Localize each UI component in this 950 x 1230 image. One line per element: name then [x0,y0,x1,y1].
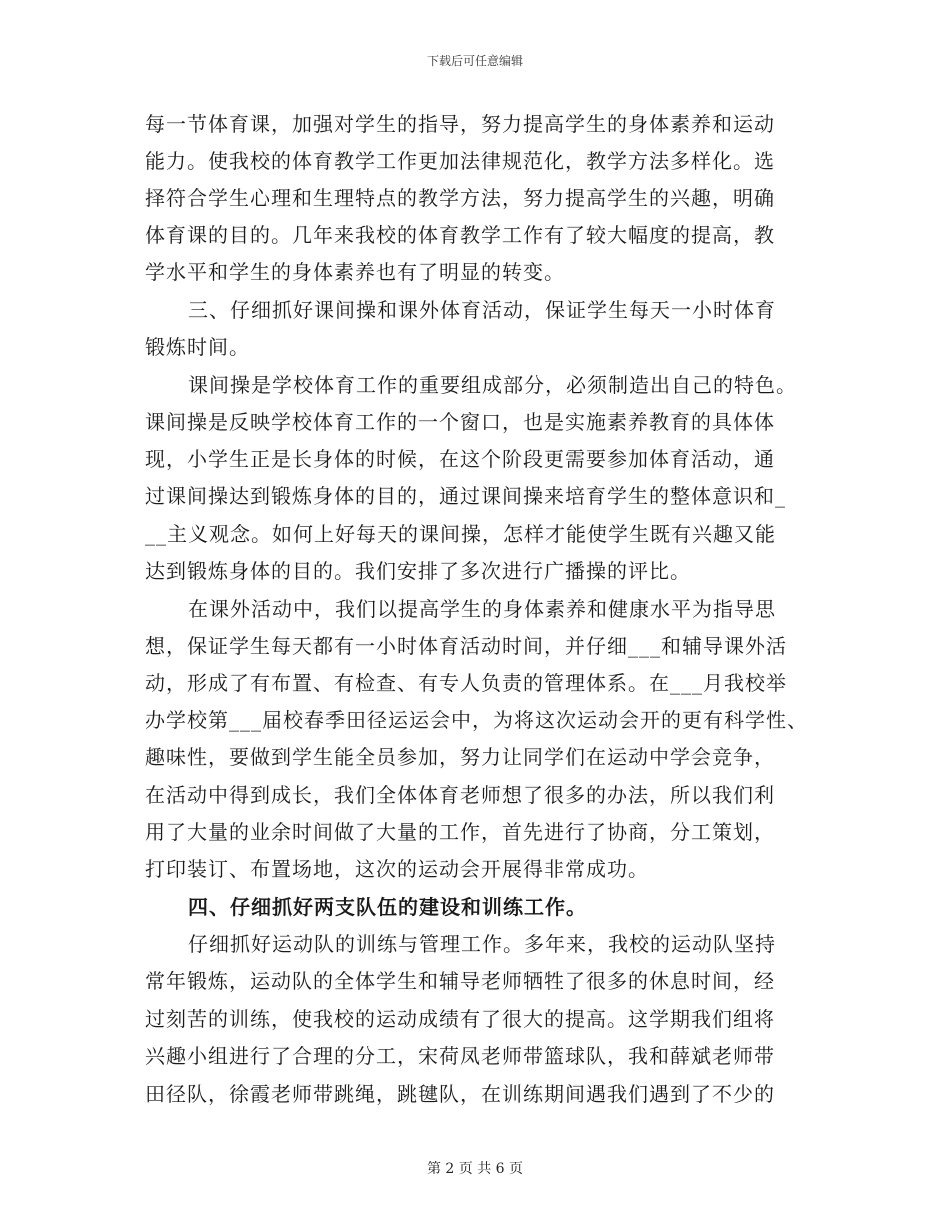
body-line: 现，小学生正是长身体的时候，在这个阶段更需要参加体育活动，通 [145,447,775,471]
body-line: 择符合学生心理和生理特点的教学方法，努力提高学生的兴趣，明确 [145,186,775,210]
body-line: 锻炼时间。 [145,335,250,359]
body-line: 过课间操达到锻炼身体的目的，通过课间操来培育学生的整体意识和_ [145,484,786,508]
body-line: 过刻苦的训练，使我校的运动成绩有了很大的提高。这学期我们组将 [145,1007,775,1031]
paragraph-start: 仔细抓好运动队的训练与管理工作。多年来，我校的运动队坚持 [188,932,776,956]
body-line: 常年锻炼，运动队的全体学生和辅导老师牺牲了很多的休息时间，经 [145,969,775,993]
body-line: 趣味性，要做到学生能全员参加，努力让同学们在运动中学会竞争， [145,745,775,769]
paragraph-start: 在课外活动中，我们以提高学生的身体素养和健康水平为指导思 [188,597,776,621]
section-heading-3: 三、仔细抓好课间操和课外体育活动，保证学生每天一小时体育 [188,298,776,322]
body-line: 达到锻炼身体的目的。我们安排了多次进行广播操的评比。 [145,559,691,583]
body-line: 办学校第___届校春季田径运运会中，为将这次运动会开的更有科学性、 [145,708,808,732]
section-heading-4: 四、仔细抓好两支队伍的建设和训练工作。 [188,895,587,919]
paragraph-start: 课间操是学校体育工作的重要组成部分，必须制造出自己的特色。 [188,373,797,397]
body-line: 课间操是反映学校体育工作的一个窗口，也是实施素养教育的具体体 [145,410,775,434]
body-line: 体育课的目的。几年来我校的体育教学工作有了较大幅度的提高，教 [145,223,775,247]
body-line: 打印装订、布置场地，这次的运动会开展得非常成功。 [145,857,649,881]
body-line: 想，保证学生每天都有一小时体育活动时间，并仔细___和辅导课外活 [145,634,787,658]
body-line: 能力。使我校的体育教学工作更加法律规范化，教学方法多样化。选 [145,149,775,173]
body-line: 兴趣小组进行了合理的分工，宋荷凤老师带篮球队，我和薛斌老师带 [145,1044,775,1068]
page-footer: 第 2 页 共 6 页 [426,1161,524,1177]
body-line: 用了大量的业余时间做了大量的工作，首先进行了协商，分工策划， [145,820,775,844]
body-line: 田径队，徐霞老师带跳绳，跳毽队，在训练期间遇我们遇到了不少的 [145,1082,775,1106]
body-line: 在活动中得到成长，我们全体体育老师想了很多的办法，所以我们利 [145,783,775,807]
body-line: 学水平和学生的身体素养也有了明显的转变。 [145,260,565,284]
body-line: 每一节体育课，加强对学生的指导，努力提高学生的身体素养和运动 [145,112,775,136]
body-line: __主义观念。如何上好每天的课间操，怎样才能使学生既有兴趣又能 [145,522,776,546]
page-header: 下载后可任意编辑 [426,54,523,68]
body-line: 动，形成了有布置、有检查、有专人负责的管理体系。在___月我校举 [145,671,787,695]
